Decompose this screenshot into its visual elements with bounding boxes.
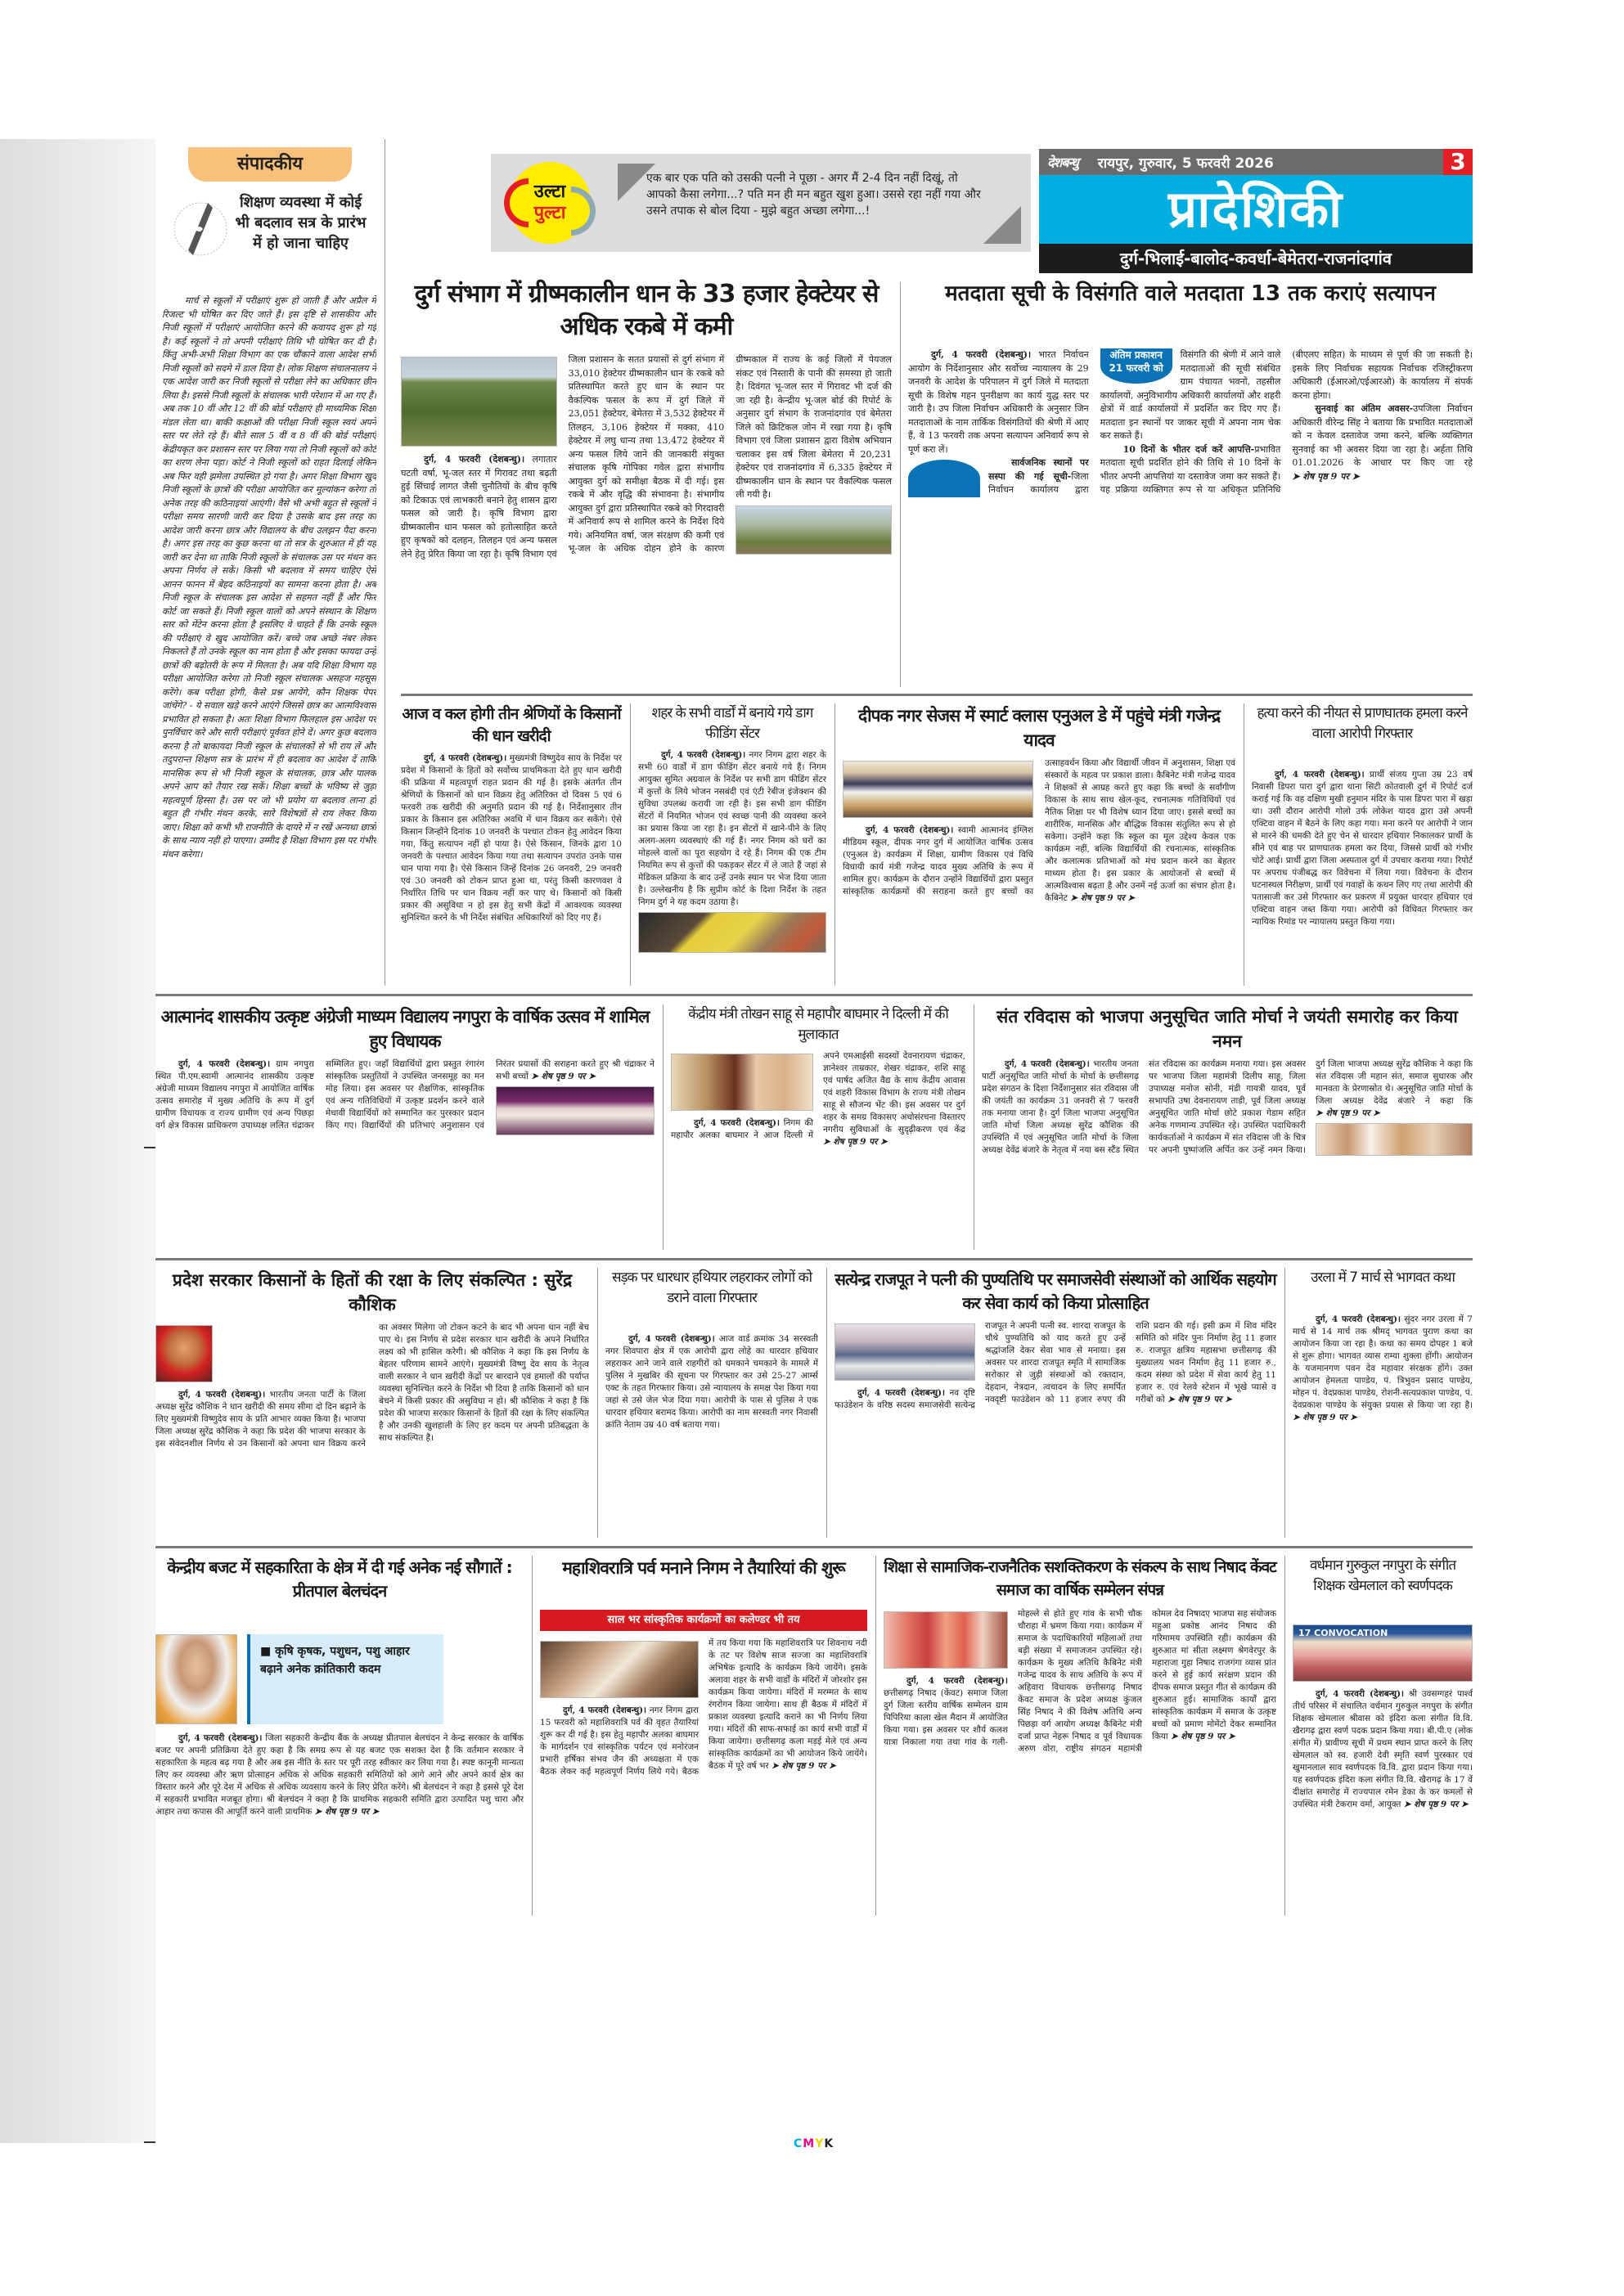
article-text: श्री उवसग्गहरं पार्श्व तीर्थ परिसर में संचालित वर्धमान गुरुकुल नगपुरा के संगीत शिक्षक खेमलाल श्रीवास को इंदिरा कला संगीत वि.वि. खैरागढ़ द्वारा स्वर्ण पदक प्रदान किया गया। बी.पी.ए (लोक संगीत में) प्रावीण्य सूची में प्रथम स्थान प्राप्त करने के लिए खेमलाल को स्व. हजारी देवी स्मृति स्वर्ण पुरस्कार एवं खुमानलाल साव स्वर्णपदक वि.वि. द्वारा प्रदान किया गया। यह स्वर्णपदक इंदिरा कला संगीत वि.वि. खैरागढ़ के 17 वें दीक्षांत समारोह में राज्यपाल रमेन डेका के कर कमलों से उपस्थित मंत्री टेकराम वर्मा, आयुक्त (1293, 1689, 1473, 1809)
article-headline: दीपक नगर सेजस में स्मार्ट क्लास एनुअल डे में पहुंचे मंत्री गजेन्द्र यादव (857, 706, 1221, 750)
annual-day-photo (843, 761, 1033, 818)
article-body (1293, 1314, 1473, 1536)
ulta-pulta-box (491, 154, 1031, 252)
continued-link[interactable]: ➤ शेष पृष्ठ 9 पर ➤ (771, 1761, 836, 1771)
nishad-event-photo (884, 1611, 1008, 1669)
dateline: दुर्ग, 4 फरवरी (देशबन्धु)। (661, 750, 746, 760)
delhi-meeting-photo (671, 1054, 813, 1111)
article-body (401, 353, 892, 685)
dog-feeding-photo (638, 912, 826, 953)
article-body (908, 348, 1473, 685)
section-title: प्रादेशिकी (1039, 175, 1473, 244)
dateline: दुर्ग, 4 फरवरी (देशबन्धु)। (424, 753, 507, 763)
continued-link[interactable]: ➤ शेष पृष्ठ 9 पर ➤ (1293, 1413, 1357, 1422)
article-headline: सत्येन्द्र राजपूत ने पत्नी की पुण्यतिथि पर समाजसेवी संस्थाओं को आर्थिक सहयोग कर सेवा कार्य को किया प्रोत्साहित (834, 1269, 1276, 1313)
article-text: नगर निगम द्वारा 15 फरवरी को महाशिवरात्रि पर्व की वृहत तैयारियां शुरू कर दी गई है। इस हेतु महापौर अलका बाघमार के मार्गदर्शन एवं सांस्कृतिक पर्यटन एवं मनोरंजन प्रभारी हर्षिका संभव जैन की अध्यक्षता में एक बैठक लेकर कई महत्वपूर्ण निर्णय लिये गये। बैठक में तय किया गया कि महाशिवरात्रि पर शिवनाथ नदी के तट पर विशेष साज सज्जा का महाशिवरात्रि अभिषेक इत्यादि के कार्यक्रम किये जायेंगे। इसके अलावा शहर के सभी वार्डों के मंदिरों में जोरशोर इस कार्यक्रम किया जायेगा। मंदिरों में मरम्मत के साथ रंगरोगन किया जायेगा। साथ ही बैठक में मंदिरों में प्रकाश व्यवस्था इत्यादि कराने का भी निर्णय लिया गया। मंदिरों की साफ-सफाई का कार्य सभी वार्डों में किया जायेगा। छत्तीसगढ़ कला मड़ई मेले एवं अन्य सांस्कृतिक कार्यक्रमों का भी आयोजन किये जायेंगे। बैठक में पूरे वर्ष भर (540, 1638, 867, 1777)
page-number: 3 (1443, 149, 1473, 175)
cmyk-register-mark (794, 2137, 834, 2150)
article-text: भारतीय जनता पार्टी अनुसूचित जाति मोर्चा के मोर्चा के छत्तीसगढ़ प्रदेश संगठन के दिशा निर्देशानुसार संत रविदास जी की जयंती का कार्यक्रम 31 जनवरी से 7 फरवरी तक मनाया जाना है। दुर्ग जिला भाजपा अनुसूचित जाति मोर्चा जिला अध्यक्ष सुरेंद्र कौशिक की उपस्थिति में एवं अनुसूचित जाति मोर्चा के जिला अध्यक्ष देवेंद्र बंजारे के नेतृत्व में नया बस स्टैंड स्थित संत रविदास का कार्यक्रम मनाया गया। इस अवसर पर भाजपा जिला महामंत्री दिलीप साहू, जिला उपाध्यक्ष मनोज सोनी, मंडी गायत्री यादव, पूर्व सभापति उषा देवनारायण ताडी, पूर्व जिला अध्यक्ष अनुसूचित जाति मोर्चा छोटे प्रकाश गेडाम सहित अनेक गणमान्य उपस्थित रहे। उपस्थित पदाधिकारी कार्यकर्ताओं ने कार्यक्रम में संत रविदास जी के चित्र पर अपनी पुष्पांजलि अर्पित कर उन्हें नमन किया। दुर्ग जिला भाजपा अध्यक्ष सुरेंद्र कौशिक ने कहा कि संत रविदास जी महान संत, समाज सुधारक और मानवता के प्रेरणास्रोत थे। अनुसूचित जाति मोर्चा के जिला अध्यक्ष देवेंद्र बंजारे ने कहा कि (982, 1059, 1473, 1155)
article-headline: आत्मानंद शासकीय उत्कृष्ट अंग्रेजी माध्यम विद्यालय नगपुरा के वार्षिक उत्सव में शामिल हुए विधायक (160, 1007, 650, 1051)
highlight-text: ■ कृषि कृषक, पशुधन, पशु आहार बढ़ाने अनेक क्रांतिकारी कदम (260, 1645, 410, 1676)
cmyk-m: M (803, 2137, 816, 2150)
column-divider (532, 1556, 533, 1916)
article-text: नव दृष्टि फाउंडेशन के वरिष्ठ सदस्य समाजसेवी सत्येन्द्र राजपूत ने अपनी पत्नी स्व. शारदा राजपूत के चौथे पुण्यतिथि को याद करते हुए उन्हें श्रद्धांजलि देकर सेवा भाव से मनाया। इस अवसर पर शारदा राजपूत स्मृति में सामाजिक सरोकार से जुड़ी संस्थाओं को रक्तदान, देहदान, नेत्रदान, त्वचादन के लिए समर्पित नवदृष्टी फाउंडेशन को 11 हजार रुपए की राशि प्रदान की गई। इसी क्रम में शिव मंदिर समिति को मंदिर पुनः निर्माण हेतु 11 हजार रु. राजपूत क्षत्रिय महासभा छत्तीसगढ़ की मुख्यालय भवन निर्माण हेतु 11 हजार रु., कदम संस्था को प्रदेश में सेवा कार्य हेतु 11 हजार रु. एवं रेलवे स्टेशन में भूखे प्यासे व गरीबों को (834, 1321, 1276, 1410)
section-divider (155, 1258, 1473, 1260)
dateline: दुर्ग, 4 फरवरी (देशबन्धु)। (694, 1118, 780, 1128)
column-divider (1284, 1556, 1285, 1916)
article-body (982, 1058, 1473, 1248)
column-divider (597, 1268, 598, 1538)
column-divider (875, 1556, 876, 1916)
column-divider (663, 1004, 664, 1250)
article-headline: सड़क पर धारधार हथियार लहराकर लोगों को डराने वाला गिरफ्तार (611, 1269, 812, 1306)
article-farmers (401, 703, 622, 986)
badge-text: अंतिम प्रकाशन 21 फरवरी को (1109, 349, 1163, 374)
article-text: लगातार घटती वर्षा, भू-जल स्तर में गिरावट तथा बढ़ती हुई सिंचाई लागत जैसी चुनौतियों के बीच कृषि को टिकाऊ एवं लाभकारी बनाने हेतु शासन द्वारा फसल को जारी है। कृषि विभाग द्वारा ग्रीष्मकालीन धान फसल को हतोत्साहित करते हुए कृषकों को दलहन, तिलहन एवं अन्य फसल लेने हेतु प्रेरित किया जा रहा है। कृषि विभाग एवं जिला प्रशासन के सतत प्रयासों से दुर्ग संभाग में 33,010 हेक्टेयर ग्रीष्मकालीन धान के रकबे को प्रतिस्थापित करते हुए धान के स्थान पर वैकल्पिक फसल के रूप में दुर्ग जिले में 23,051 हेक्टेयर, बेमेतरा में 3,532 हेक्टेयर में तिलहन, 3,106 हेक्टेयर में मक्का, 410 हेक्टेयर में लघु धान्य तथा 13,472 हेक्टेयर में अन्य फसल लिये जाने की जानकारी संयुक्त संचालक कृषि गोपिका गवेल द्वारा संभागीय आयुक्त दुर्ग को समीक्षा बैठक में दी गई। इस रकबे में और वृद्धि की संभावना है। संभागीय आयुक्त दुर्ग द्वारा प्रतिस्थापित रकबे को गिरदावरी में अनिवार्य रूप से शामिल करने के निर्देश दिये गये। अनियमित वर्षा, जल संरक्षण की कमी एवं भू-जल के अधिक दोहन होने के कारण ग्रीष्मकाल में राज्य के कई जिलों में पेयजल संकट एवं निस्तारी के पानी की समस्या हो जाती है। दिवंगत भू-जल स्तर में गिरावट भी दर्ज की जा रही है। केन्द्रीय भू-जल बोर्ड की रिपोर्ट के अनुसार दुर्ग संभाग के राजनांदगांव एवं बेमेतरा जिले को क्रिटिकल जोन में रखा गया है। कृषि विभाग एवं जिला प्रशासन द्वारा विशेष अभियान चलाकर इस वर्ष जिला बेमेतरा में 20,231 हेक्टेयर एवं राजनांदगांव में 6,335 हेक्टेयर में ग्रीष्मकालीन धान के स्थान पर वैकल्पिक फसल ली गयी है। (401, 354, 892, 559)
joke-text: एक बार एक पति को उसकी पत्नी ने पूछा - अगर मैं 2-4 दिन नहीं दिखूं, तो आपको कैसा लगेगा...? पति मन ही मन बहुत खुश हुआ। उससे रहा नहीं गया और उसने तपाक से बोल दिया - मुझे बहुत अच्छा लगेगा...! (646, 172, 981, 218)
article-body (834, 1320, 1276, 1536)
dateline: दुर्ग, 4 फरवरी (देशबन्धु)। (857, 1388, 945, 1398)
article-headline: केन्द्रीय बजट में सहकारिता के क्षेत्र में दी गई अनेक नई सौगातें : प्रीतपाल बेलचंदन (167, 1557, 512, 1601)
article-text: भारत निर्वाचन आयोग के निर्देशानुसार और सर्वोच्च न्यायालय के 29 जनवरी के आदेश के परिपालन में दुर्ग जिले में मतदाता सूची के विशेष गहन पुनरीक्षण का कार्य युद्ध स्तर पर जारी है। उप जिला निर्वाचन अधिकारी के अनुसार जिन मतदाताओं के नाम तार्किक विसंगतियों की श्रेणी में आए हैं, वे 13 फरवरी तक अपना सत्यापन अनिवार्य रूप से पूर्ण करा लें। (908, 349, 1089, 455)
article-kaushik (155, 1268, 589, 1538)
article-headline: शिक्षा से सामाजिक-राजनैतिक सशक्तिकरण के संकल्प के साथ निषाद केंवट समाज का वार्षिक सम्मेलन संपन्न (884, 1558, 1276, 1599)
dateline: दुर्ग, 4 फरवरी (देशबन्धु)। (178, 1733, 263, 1743)
article-text: प्रभावित मतदाता सूची प्रदर्शित होने की तिथि से 10 दिनों के भीतर अपनी आपत्तियां या दस्तावेज जमा कर सकते हैं। यह प्रक्रिया व्यक्तिगत रूप से या अधिकृत प्रतिनिधि (बीएलए सहित) के माध्यम से पूर्ण की जा सकती है। इसके लिए निर्वाचक सहायक निर्वाचक रजिस्ट्रीकरण अधिकारी (ईआरओ/एईआरओ) के कार्यालय में संपर्क करना होगा। (1100, 349, 1473, 495)
article-voters (908, 278, 1473, 687)
dateline: दुर्ग, 4 फरवरी (देशबन्धु)। (1316, 1689, 1405, 1699)
continued-link[interactable]: ➤ शेष पृष्ठ 9 पर ➤ (1403, 1800, 1469, 1809)
continued-link[interactable]: ➤ शेष पृष्ठ 9 पर ➤ (1292, 470, 1360, 482)
continued-link[interactable]: ➤ शेष पृष्ठ 9 पर ➤ (1167, 1395, 1232, 1404)
article-paddy (401, 278, 892, 687)
dateline: दुर्ग, 4 फरवरी (देशबन्धु)। (178, 1390, 266, 1400)
continued-link[interactable]: ➤ शेष पृष्ठ 9 पर ➤ (531, 1072, 596, 1081)
subhead: 10 दिनों के भीतर दर्ज करें आपत्ति- (1122, 443, 1255, 455)
article-headline: उरला में 7 मार्च से भागवत कथा (1311, 1269, 1455, 1286)
highlight-box (247, 1634, 443, 1724)
article-weapon-arrest (605, 1268, 818, 1538)
section-divider (155, 994, 1473, 996)
gray-arrow-icon (571, 186, 596, 236)
cmyk-k: K (824, 2137, 834, 2150)
brand-logo: देशबन्धु (1047, 155, 1078, 170)
continued-link[interactable]: ➤ शेष पृष्ठ 9 पर ➤ (823, 1137, 888, 1147)
article-text: नगर निगम द्वारा शहर के सभी 60 वार्डों में डाग फीडिंग सेंटर बनाये गये हैं। निगम आयुक्त सुमित अग्रवाल के निर्देश पर सभी डाग फीडिंग सेंटर में कुत्तों के लिये भोजन नसबंदी एवं एंटी रेबीज इंजेक्शन की सुविधा उपलब्ध करायी जा रही है। इस सभी डाग फीडिंग सेंटरों में नियमित भोजन एवं स्वच्छ पानी की व्यवस्था करने का प्रयास किया जा रहा है। इन सेंटरों में खाने-पीने के लिए अलग-अलग व्यवस्थाएं की गई हैं। नगर निगम को घरों का मोहल्ले वालों का पूरा सहयोग दे रहे हैं। निगम की एक टीम नियमित रूप से कुत्तों की पकड़कर सेंटर में ले जाते हैं जहां से मेडिकल प्रक्रिया के बाद उन्हें उनके स्थान पर भेज दिया जाता है। उल्लेखनीय है कि सुप्रीम कोर्ट के दिशा निर्देश के तहत निगम दुर्ग ने यह कदम उठाया है। (638, 750, 826, 907)
editorial-headline: शिक्षण व्यवस्था में कोई भी बदलाव सत्र के प्रारंभ में हो जाना चाहिए (235, 194, 367, 252)
logo-line1: उल्टा (533, 182, 566, 202)
dateline: दुर्ग, 4 फरवरी (देशबन्धु)। (906, 1676, 1008, 1686)
crop-mark (144, 2141, 155, 2143)
column-divider (826, 1268, 827, 1538)
convocation-photo (1293, 1624, 1473, 1682)
cmyk-y: Y (815, 2137, 825, 2150)
masthead (1039, 149, 1473, 273)
article-text: उपजिला निर्वाचन अधिकारी वीरेन्द्र सिंह ने बताया कि प्रभावित मतदाताओं को न केवल दस्तावेज जमा करने, बल्कि व्यक्तिगत सुनवाई का भी अवसर दिया जा रहा है। अर्हता तिथि 01.01.2026 के आधार पर किए जा रहे (1292, 403, 1473, 468)
article-headline: केंद्रीय मंत्री तोखन साहू से महापौर बाघमार ने दिल्ली में की मुलाकात (688, 1006, 948, 1043)
article-headline: दुर्ग संभाग में ग्रीष्मकालीन धान के 33 हजार हेक्टेयर से अधिक रकबे में कमी (414, 280, 879, 341)
article-text: प्रार्थी संजय गुप्ता उम्र 23 वर्ष निवासी डिपरा पारा दुर्ग द्वारा थाना सिटी कोतवाली दुर्ग में रिपोर्ट दर्ज कराई गई कि वह दक्षिण मुखी हनुमान मंदिर के पास डिपरा पारा में खड़ा था। उसी दौरान आरोपी गोलो उर्फ लोकेश यादव द्वारा उसे अपनी एक्टिवा वाहन में बैठने के लिए कहा गया। मना करने पर आरोपी ने जान से मारने की धमकी देते हुए चेन से धारदार हथियार निकालकर प्रार्थी के सीने एवं बाह पर प्राणघातक हमला कर दिया, जिससे प्रार्थी को गंभीर चोटें आई। प्रार्थी द्वारा जिला अस्पताल दुर्ग में उपचार कराया गया। रिपोर्ट पर अपराध पंजीबद्ध कर विवेचना में लिया गया। विवेचना के दौरान घटनास्थल निरीक्षण, प्रार्थी एवं गवाहों के कथन लिए गए तथा आरोपी की पतासाजी कर उसे गिरफ्तार कर प्रकरण में प्रयुक्त धारदार हथियार एवं एक्टिवा वाहन जब्त किया गया। आरोपी को विधिवत गिरफ्तार कर न्यायिक रिमांड पर न्यायालय प्रस्तुत किया गया। (1252, 770, 1473, 927)
article-dog-feeding (638, 703, 826, 986)
subhead: सार्वजनिक स्थानों पर सस्पा की गई सूची- (988, 457, 1089, 482)
red-arrow-icon (504, 178, 529, 227)
subhead: सुनवाई का अंतिम अवसर- (1315, 403, 1414, 414)
article-body (605, 1333, 818, 1536)
kaushik-portrait (155, 1325, 213, 1382)
article-headline: महाशिवरात्रि पर्व मनाने निगम ने तैयारियां की शुरू (562, 1558, 845, 1578)
article-nishad-samaj (884, 1556, 1276, 1916)
dateline: दुर्ग, 4 फरवरी (देशबन्धु)। (866, 825, 954, 835)
article-text: छत्तीसगढ़ निषाद (केंवट) समाज जिला दुर्ग जिला स्तरीय वार्षिक सम्मेलन ग्राम पिपिरिया काला खेल मैदान में आयोजित किया गया। इस अवसर पर शौर्य कलश यात्रा निकाला गया तथा गांव के गली-मोहल्ले से होते हुए गांव के सभी चौक चौराहा में भ्रमण किया गया। कार्यक्रम में समाज के पदाधिकारियों महिलाओं तथा बड़ी संख्या में समाजजन उपस्थित रहे। कार्यक्रम के मुख्य अतिथि कैबिनेट मंत्री गजेन्द्र यादव के साथ अतिथि के रूप में अहिवारा विधायक छत्तीसगढ़ निषाद केंवट समाज के प्रदेश अध्यक्ष कुंजल सिंह निषाद ने की विशेष अतिथि अन्य पिछड़ा वर्ग आयोग अध्यक्ष कैबिनेट मंत्री दर्जा प्राप्त नेहरू निषाद व पूर्व विधायक अरुण वोरा, राष्ट्रीय संगठन महामंत्री कोमल देव निषादए भाजपा सह संयोजक महुआ प्रकोष्ठ आनंद निषाद की गरिमामय उपस्थिति रही। कार्यक्रम की शुरुआत मां सीता लक्ष्मण श्रेगवेरपुर के महाराजा गुहा निषाद राजगंगा व्यास प्रांत करने से हुई कार्य सरंक्षण प्रदान की दीपक समाज प्रस्तुत गीत से कार्यक्रम की शुरुआत हुई। सामाजिक कार्यों द्वारा सांस्कृतिक कार्यक्रम में समाज के उत्कृष्ट बच्चों को प्रमाण मोमेंटो देकर सम्मानित किया (884, 1609, 1276, 1754)
article-text: मुख्यमंत्री विष्णुदेव साय के निर्देश पर प्रदेश में किसानों के हितों को सर्वोच्च प्राथमिकता देते हुए धान खरीदी की प्रक्रिया में महत्वपूर्ण राहत प्रदान की गई है। इसके अंतर्गत तीन श्रेणियों के किसानों को धान विक्रय हेतु अतिरिक्त दो दिवस 5 एवं 6 फरवरी तक खरीदी की अनुमति प्रदान की गई है। निर्देशानुसार तीन प्रकार के किसान इस अतिरिक्त अवधि में धान विक्रय कर सकेंगे। ऐसे किसान जिन्होंने दिनांक 10 जनवरी के पश्चात टोकन हेतु आवेदन किया गया, किंतु सत्यापन नहीं हो पाया है। ऐसे किसान, जिनके द्वारा 10 जनवरी के पश्चात आवेदन किया गया तथा सत्यापन उपरांत उनके पास धान पाया गया है। ऐसे किसान जिन्हें दिनांक 26 जनवरी, 29 जनवरी एवं 30 जनवरी को टोकन प्राप्त हुआ था, परंतु किसी कारणवश वे निर्धारित तिथि पर धान विक्रय नहीं कर पाए थे। किसानों को किसी प्रकार की असुविधा न हो इस हेतु सभी केंद्रों में आवश्यक व्यवस्था सुनिश्चित करने के भी निर्देश संबंधित अधिकारियों को दिए गए हैं। (401, 753, 622, 923)
meeting-photo (540, 1641, 699, 1698)
article-belchandan (155, 1556, 524, 1916)
masthead-date: रायपुर, गुरुवार, 5 फरवरी 2026 (1097, 155, 1274, 172)
column-divider (900, 282, 901, 687)
article-headline: आज व कल होगी तीन श्रेणियों के किसानों की धान खरीदी (402, 705, 621, 745)
article-text: ग्राम नगपुरा स्थित पी.एम.स्वामी आत्मानंद शासकीय उत्कृष्ट अंग्रेजी माध्यम विद्यालय नगपुरा में आयोजित वार्षिक उत्सव समारोह में मुख्य अतिथि के रूप में दुर्ग ग्रामीण विधायक व राज्य ग्रामीण एवं अन्य पिछड़ा वर्ग क्षेत्र विकास प्राधिकरण उपाध्यक्ष ललित चंद्राकर सम्मिलित हुए। जहाँ विद्यार्थियों द्वारा प्रस्तुत रंगारंग सांस्कृतिक प्रस्तुतियों ने उपस्थित जनसमूह का मन मोह लिया। इस अवसर पर शैक्षणिक, सांस्कृतिक एवं अन्य गतिविधियों में उत्कृष्ट प्रदर्शन करने वाले मेधावी विद्यार्थियों को सम्मानित कर पुरस्कार प्रदान किए गए। विद्यार्थियों की प्रतिभाएं अनुशासन एवं निरंतर प्रयासों की सराहना करते हुए श्री चंद्राकर ने सभी बच्चों (155, 1059, 655, 1130)
article-headline: शहर के सभी वार्डों में बनाये गये डाग फीडिंग सेंटर (651, 705, 813, 742)
article-mahashivratri (540, 1556, 867, 1916)
article-text: स्वामी आत्मानंद इंग्लिश मीडियम स्कूल, दीपक नगर दुर्ग में आयोजित वार्षिक उत्सव (एनुअल डे) कार्यक्रम में शिक्षा, ग्रामीण विकास एवं विधि विधायी कार्य मंत्री गजेन्द्र यादव मुख्य अतिथि के रूप में शामिल हुए। कार्यक्रम के दौरान उन्होंने विद्यार्थियों द्वारा प्रस्तुत सांस्कृतिक कार्यक्रमों की सराहना करते हुए बच्चों का उत्साहवर्धन किया और विद्यार्थी जीवन में अनुशासन, शिक्षा एवं संस्कारों के महत्व पर प्रकाश डाला। कैबिनेट मंत्री गजेन्द्र यादव ने शिक्षकों से आग्रह करते हुए कहा कि बच्चों के सर्वांगीण विकास के साथ साथ खेल-कूद, रचनात्मक गतिविधियों एवं नैतिक शिक्षा पर भी विशेष ध्यान दिया जाए। इससे बच्चों का शारीरिक, मानसिक और बौद्धिक विकास संतुलित रूप से हो सकेगा। उन्होंने कहा कि स्कूल का मूल उद्देश्य केवल एक कार्यक्रम नहीं, बल्कि विद्यार्थियों की रचनात्मक, सांस्कृतिक और कलात्मक प्रतिभाओं को मंच प्रदान करने का बेहतर माध्यम होता है। इस प्रकार के आयोजनों से बच्चों में आत्मविश्वास बढ़ता है और उनमें नई ऊर्जा का संचार होता है। कैबिनेट (843, 758, 1235, 903)
crop-mark (144, 1147, 155, 1148)
editorial-tag: संपादकीय (188, 147, 352, 182)
article-headline: हत्या करने की नीयत से प्राणघातक हमला करने वाला आरोपी गिरफ्तार (1257, 705, 1468, 742)
article-body (401, 753, 622, 984)
continued-link[interactable]: ➤ शेष पृष्ठ 9 पर ➤ (1316, 1108, 1380, 1118)
article-body (155, 1732, 524, 1914)
article-headline: प्रदेश सरकार किसानों के हितों की रक्षा के लिए संकल्पित : सुरेंद्र कौशिक (172, 1270, 573, 1314)
field-inspection-photo (736, 505, 892, 555)
continued-link[interactable]: ➤ शेष पृष्ठ 9 पर ➤ (1170, 1732, 1235, 1741)
article-atmanand-school (155, 1004, 655, 1250)
continued-link[interactable]: ➤ शेष पृष्ठ 9 पर ➤ (314, 1807, 380, 1817)
article-body (1293, 1688, 1473, 1914)
section-divider (155, 1546, 1473, 1548)
article-tokhan-meeting (671, 1004, 965, 1250)
article-satyendra (834, 1268, 1276, 1538)
cmyk-c: C (794, 2137, 803, 2150)
article-murder-arrest (1252, 703, 1473, 986)
article-body (155, 1322, 589, 1536)
subheadline-strip: साल भर सांस्कृतिक कार्यक्रमों का कलेण्डर भी तय (540, 1610, 867, 1631)
masthead-top-bar (1039, 149, 1473, 175)
logo-line2: पुल्टा (533, 203, 566, 223)
editorial-body (162, 294, 376, 986)
article-text: जिला सहकारी केन्द्रीय बैंक के अध्यक्ष प्रीतपाल बेलचंदन ने केन्द्र सरकार के वार्षिक बजट पर अपनी प्रतिक्रिया देते हुए कहा है कि समग्र रूप से यह बजट एक सशक्त देश है कि वर्तमान सरकार ने सहकारिता के महत्व बढ़ गया है और अब इस नीति के स्तर पर पूरी तरह स्वीकार कर लिया गया है। स्पष्ट कानूनी मान्यता लिए कर व्यवस्था और ऋण प्रोत्साहन अधिक से अधिक सहकारी समितियों को आगे आने और अपने कार्य क्षेत्र का विस्तार करने और पूरे देश में अधिक से अधिक व्यवसाय करने के लिए प्रेरित करेंगे। श्री बेलचंदन ने कहा है इससे पूरे देश में सहकारी प्रभावित मजबूत होगा। श्री बेलचंदन ने कहा है कि प्राथमिक सहकारी समिति द्वारा उत्पादित पशु चारा और आहार तथा कपास की आपूर्ति करने वाली प्राथमिक (155, 1733, 524, 1817)
newspaper-page (155, 139, 1473, 2150)
article-body (540, 1638, 867, 1914)
article-body (155, 1058, 655, 1248)
dateline: दुर्ग, 4 फरवरी (देशबन्धु)। (1316, 1314, 1401, 1324)
article-text: निगम की महापौर अलका बाघमार ने आज दिल्ली में अपने एमआईसी सदस्यों देवनारायण चंद्राकर, ज्ञानेश्वर ताम्रकार, शेखर चंद्राकर, शशि साहू एवं पार्षद अजित वैद्य के साथ केंद्रीय आवास एवं शहरी विकास विभाग के राज्य मंत्री तोखन साहू से सौजन्य भेंट की। इस अवसर पर दुर्ग शहर के समग्र विकासए अधोसंरचना विस्तारए नगरीय सुविधाओं के सुदृढ़ीकरण एवं केंद्र (671, 1051, 965, 1140)
dateline: दुर्ग, 4 फरवरी (देशबन्धु)। (931, 349, 1032, 360)
dateline: दुर्ग, 4 फरवरी (देशबन्धु)। (1275, 770, 1365, 780)
dateline: दुर्ग, 4 फरवरी (देशबन्धु)। (563, 1705, 647, 1715)
article-headline: वर्धमान गुरुकुल नगपुरा के संगीत शिक्षक खेमलाल को स्वर्णपदक (1309, 1557, 1456, 1594)
page-gutter-shadow (0, 139, 155, 2143)
article-body (638, 749, 826, 984)
column-divider (834, 703, 835, 986)
article-text: भारतीय जनता पार्टी के जिला अध्यक्ष सुरेंद्र कौशिक ने धान खरीदी की समय सीमा दो दिन बढ़ाने के लिए मुख्यमंत्री विष्णुदेव साय के प्रति आभार व्यक्त किया है। भाजपा जिला अध्यक्ष सुरेंद्र कौशिक ने कहा कि प्रदेश की भाजपा सरकार के इस संवेदनशील निर्णय से उन किसानों को अपना धान विक्रय करने का अवसर मिलेगा जो टोकन कटने के बाद भी अपना धान नहीं बेच पाए थे। इस निर्णय से प्रदेश सरकार धान खरीदी के अपने निर्धारित लक्ष्य को भी हासिल करेगी। श्री कौशिक ने कहा कि इस निर्णय के बेहतर परिणाम सामने आएंगे। मुख्यमंत्री विष्णु देव साय के नेतृत्व वाली सरकार ने धान खरीदी केंद्रों पर बारदाने एवं हमालों की पर्याप्त व्यवस्था सुनिश्चित करने के निर्देश भी दिया है ताकि किसानों को धान बेचने में किसी प्रकार की असुविधा न हो। श्री कौशिक ने कहा है कि प्रदेश की भाजपा सरकार किसानों के हितों की रक्षा के लिए संकल्पित है और उनकी खुशहाली के लिए हर कदम पर अपनी प्रतिबद्धता के साथ संकल्पित है। (155, 1323, 589, 1449)
school-function-photo (496, 1086, 655, 1135)
editorial-column (155, 139, 376, 986)
column-divider (630, 703, 631, 986)
article-body (671, 1050, 965, 1248)
article-headline: मतदाता सूची के विसंगति वाले मतदाता 13 तक कराएं सत्यापन (945, 281, 1436, 306)
ravidas-event-photo (1316, 1123, 1473, 1156)
dateline: दुर्ग, 4 फरवरी (देशबन्धु)। (1005, 1059, 1090, 1069)
donation-event-photo (834, 1323, 975, 1381)
article-body (843, 757, 1235, 984)
article-body (884, 1608, 1276, 1914)
ulta-pulta-logo (509, 162, 591, 244)
article-khemlal (1293, 1556, 1473, 1916)
dateline: दुर्ग, 4 फरवरी (देशबन्धु)। (178, 1059, 271, 1069)
belchandan-portrait (155, 1634, 237, 1724)
article-text: आज वार्ड क्रमांक 34 सरस्वती नगर शिवपारा क्षेत्र में एक आरोपी द्वारा लोहे का धारदार हथियार लहराकर आने जाने वाले राहगीरों को धमकाने चमकाने के मामले में पुलिस ने मुखबिर की सूचना पर गिरफ्तार कर उसे 25-27 आर्म्स एक्ट के तहत गिरफ्तार किया। उसे न्यायालय के समक्ष पेश किया गया जहां से उसे जेल भेज दिया गया। आरोपी के पास से पुलिस ने एक धारदार हथियार बरामद किया। आरोपी का नाम सरस्वती नगर निवासी क्रांति नेताम उम्र 40 वर्ष बताया गया। (605, 1334, 818, 1430)
photo-caption: 17 CONVOCATION (1298, 1628, 1388, 1638)
region-line: दुर्ग-भिलाई-बालोद-कवर्धा-बेमेतरा-राजनांदगांव (1039, 244, 1473, 273)
article-body (1252, 769, 1473, 984)
article-headline: संत रविदास को भाजपा अनुसूचित जाति मोर्चा ने जयंती समारोह कर किया नमन (996, 1007, 1458, 1051)
continued-link[interactable]: ➤ शेष पृष्ठ 9 पर ➤ (1070, 893, 1136, 903)
dateline: दुर्ग, 4 फरवरी (देशबन्धु)। (424, 454, 525, 465)
article-text: जिला निर्वाचन कार्यालय द्वारा विसंगति की श्रेणी में आने वाले मतदाताओं की सूची संबंधित ग्राम पंचायत भवनों, तहसील कार्यालयों, अनुविभागीय अधिकारी कार्यालयों और शहरी क्षेत्रों में वार्ड कार्यालयों में प्रदर्शित कर दिए गए हैं। मतदाता इन स्थानों पर जाकर सूची में अपना नाम चेक कर सकते हैं। (988, 349, 1281, 495)
section-divider (401, 694, 1473, 696)
article-bhagwat-katha (1293, 1268, 1473, 1538)
editorial-text: मार्च से स्कूलों में परीक्षाएं शुरू हो जाती हैं और अप्रैल में रिजल्ट भी घोषित कर दिए जाते हैं। इस दृष्टि से शासकीय और निजी स्कूलों में परीक्षाएं आयोजित करने की कवायद शुरू हो गई है। कई स्कूलों ने तो अपनी परीक्षाएं तिथि भी घोषित कर दी है। किंतु अभी-अभी शिक्षा विभाग का एक चौंकाने वाला आदेश सभी निजी स्कूलों को सदमे में डाल दिया है। लोक शिक्षण संचालनालय ने एक आदेश जारी कर निजी स्कूलों से परीक्षा लेने का अधिकार छीन लिया है। इससे निजी स्कूलों के संचालक भारी परेशान में आ गए हैं। अब तक 10 वीं और 12 वीं की बोर्ड परीक्षाएं ही माध्यमिक शिक्षा मंडल लेता था। बाकी कक्षाओं की परीक्षा निजी स्कूल स्वयं अपने स्तर पर लेते रहे हैं। बीते साल 5 वीं व 8 वीं की बोर्ड परीक्षाएं केंद्रीयकृत कर प्रशासन स्तर पर लिया गया तो निजी स्कूलों को कोर्ट का शरण लेना पड़ा। कोर्ट ने निजी स्कूलों को राहत दिलाई लेकिन अब फिर वही झमेला उपस्थित हो गया है। अगर शिक्षा विभाग खुद निजी स्कूलों के छात्रों की परीक्षा आयोजित कर मूल्यांकन करेगा तो अनेक तरह की कठिनाइयां आएंगी। वैसे भी अभी बहुत से स्कूलों ने परीक्षा समय सारणी जारी कर दिया है उसके बाद इस तरह का आदेश जारी करना छात्र और विद्यालय के बीच उलझन पैदा करना है। अगर इस तरह का कुछ करना था तो सत्र के शुरुआत में ही यह जारी कर देना था ताकि निजी स्कूलों के संचालक उस पर मंथन कर अपना निर्णय ले सकें। किसी भी बदलाव में समय चाहिए ऐसे आनन फानन में बेहद कठिनाइयों का सामना करना होता है। अब निजी स्कूल के संचालक इस आदेश से सहमत नहीं हैं और फिर कोर्ट जा सकते हैं। निजी स्कूल वालों को अपने संस्थान के शिक्षण स्तर को मेंटेन करना होता है इसलिए वे चाहते हैं कि उनके स्कूल की परीक्षाएं वे खुद आयोजित करें। बच्चे जब अच्छे नंबर लेकर निकलते हैं तो उनके स्कूल का नाम होता है और इसका फायदा उन्हें छात्रों की बढ़ोतरी के रूप में मिलता है। अब यदि शिक्षा विभाग यह परीक्षा आयोजित करेगा तो निजी स्कूल संचालक असहज महसूस करेंगे। कब परीक्षा होगी, कैसे प्रश्न आयेंगे, कौन शिक्षक पेपर जांचेंगे? - ये सवाल खड़े करने आएंगे जिससे छात्र का आत्मविश्वास प्रभावित हो सकता है। अतः शिक्षा विभाग फिलहाल इस आदेश पर पुनर्विचार करे और सारी परीक्षाएं पूर्ववत होने दें। अगर कुछ बदलाव करना है तो बाकायदा निजी स्कूल के संचालकों से भी राय लें और तदुपरान्त शिक्षण सत्र के प्रारंभ में ही बदलाव का आदेश दें ताकि मानसिक रूप से भी निजी स्कूल के संचालक, छात्र और पालक अपने आप को तैयार रख सकें। शिक्षा बच्चों के भविष्य से जुड़ा महत्वपूर्ण हिस्सा है। उस पर जो भी प्रयोग या बदलाव लाना हो बहुत ही गंभीर मंथन करके, सारे विशेषज्ञों से राय लेकर किया जाए। शिक्षा को कभी भी राजनीति के दायरे में न रखें अन्यथा छात्रों के साथ न्याय नहीं हो पाएगा। उम्मीद है शिक्षा विभाग इस पर गंभीर मंथन करेगा। (162, 295, 376, 860)
article-smart-class (843, 703, 1235, 986)
column-divider (1284, 1268, 1285, 1538)
pen-nib-icon (172, 196, 229, 262)
article-ravidas-jayanti (982, 1004, 1473, 1250)
article-text: सुंदर नगर उरला में 7 मार्च से 14 मार्च तक श्रीमद् भागवत पुराण कथा का आयोजन किया जा रहा है। कथा का समय दोपहर 1 बजे से शुरू होगा। भागवत व्यास राम्या शुक्ला होंगी। आयोजन के यजमानगण पवन देव महावार संरक्षक होंगे। उक्त आयोजन हेमलता पाण्डेय, पं. त्रिभुवन प्रसाद पाण्डेय, मोहन पं. वेदप्रकाश पाण्डेय, रोशनी-सत्यप्रकाश पाण्डेय, पं. देवप्रकाश पाण्डेय के संयुक्त प्रयास से किया जा रहा है। (1293, 1314, 1473, 1410)
paddy-field-photo (401, 357, 557, 447)
dateline: दुर्ग, 4 फरवरी (देशबन्धु)। (628, 1334, 715, 1344)
